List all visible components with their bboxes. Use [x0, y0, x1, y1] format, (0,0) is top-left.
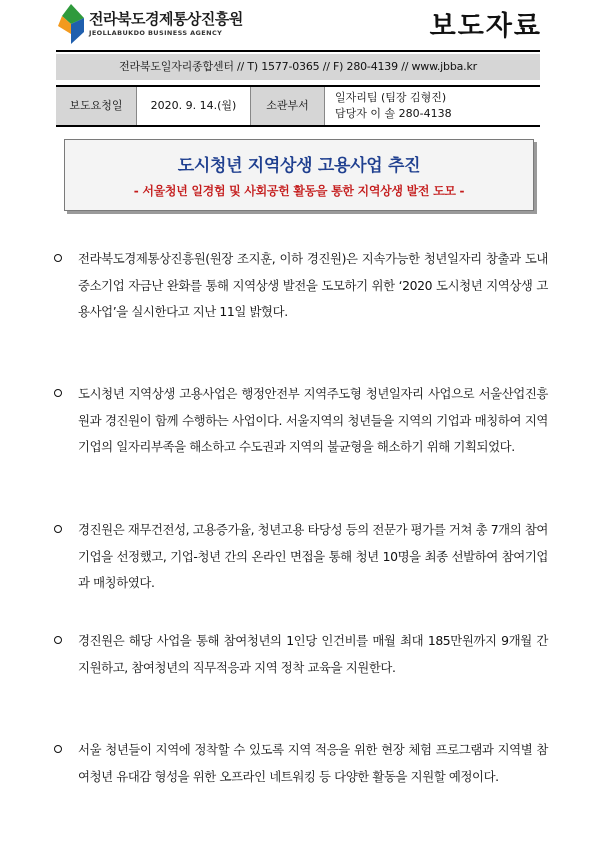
headline: 도시청년 지역상생 고용사업 추진 — [177, 156, 421, 176]
contact-line: 전라북도일자리종합센터 // T) 1577-0365 // F) 280-4139 // www.jbba.kr — [56, 54, 540, 80]
department-cell — [324, 87, 540, 125]
paragraph-text: 서울 청년들이 지역에 정착할 수 있도록 지역 적응을 위한 현장 체험 프로그램과 지역별 참여청년 유대감 형성을 위한 오프라인 네트워킹 등 다양한 활동을 지원할 예정이다. — [78, 742, 548, 784]
logo-mark-icon — [58, 4, 84, 44]
org-logo — [58, 4, 298, 46]
paragraph-1 — [54, 246, 554, 326]
org-name-en: JEOLLABUKDO BUSINESS AGENCY — [89, 29, 223, 37]
contact-person: 담당자 이 솔 280-4138 — [335, 107, 452, 120]
paragraph-text: 경진원은 해당 사업을 통해 참여청년의 1인당 인건비를 매월 최대 185만원까지 9개월 간 지원하고, 참여청년의 직무적응과 지역 정착 교육을 지원한다. — [78, 633, 548, 675]
paragraph-text: 전라북도경제통상진흥원(원장 조지훈, 이하 경진원)은 지속가능한 청년일자리 창출과 도내 중소기업 자금난 완화를 통해 지역상생 발전을 도모하기 위한 ‘2020 도시청년 지역상생 고용사업’을 실시한다고 지난 11일 밝혔다. — [78, 251, 548, 319]
bullet-icon — [54, 389, 62, 397]
bullet-icon — [54, 636, 62, 644]
bullet-icon — [54, 525, 62, 533]
paragraph-5 — [54, 737, 554, 790]
paragraph-text: 도시청년 지역상생 고용사업은 행정안전부 지역주도형 청년일자리 사업으로 서울산업진흥원과 경진원이 함께 수행하는 사업이다. 서울지역의 청년들을 지역의 기업과 매칭하여 지역 기업의 일자리부족을 해소하고 수도권과 지역의 불균형을 해소하기 위해 기획되었다. — [78, 386, 548, 454]
info-table — [56, 85, 540, 127]
header-rule — [56, 50, 540, 52]
org-name: 전라북도경제통상진흥원 — [89, 10, 243, 28]
bullet-icon — [54, 745, 62, 753]
document-type: 보도자료 — [429, 11, 542, 42]
request-date: 2020. 9. 14.(월) — [136, 87, 250, 125]
paragraph-text: 경진원은 재무건전성, 고용증가율, 청년고용 타당성 등의 전문가 평가를 거쳐 총 7개의 참여기업을 선정했고, 기업-청년 간의 온라인 면접을 통해 청년 10명을 최종 선발하여 참여기업과 매칭하였다. — [78, 522, 548, 590]
headline-box — [64, 139, 534, 211]
paragraph-2 — [54, 381, 554, 461]
request-date-label: 보도요청일 — [56, 87, 136, 125]
department-team: 일자리팀 (팀장 김형진) — [335, 91, 447, 104]
paragraph-4 — [54, 628, 554, 681]
bullet-icon — [54, 254, 62, 262]
department-label: 소관부서 — [250, 87, 324, 125]
paragraph-3 — [54, 517, 554, 597]
subheadline: - 서울청년 일경험 및 사회공헌 활동을 통한 지역상생 발전 도모 - — [133, 184, 465, 198]
